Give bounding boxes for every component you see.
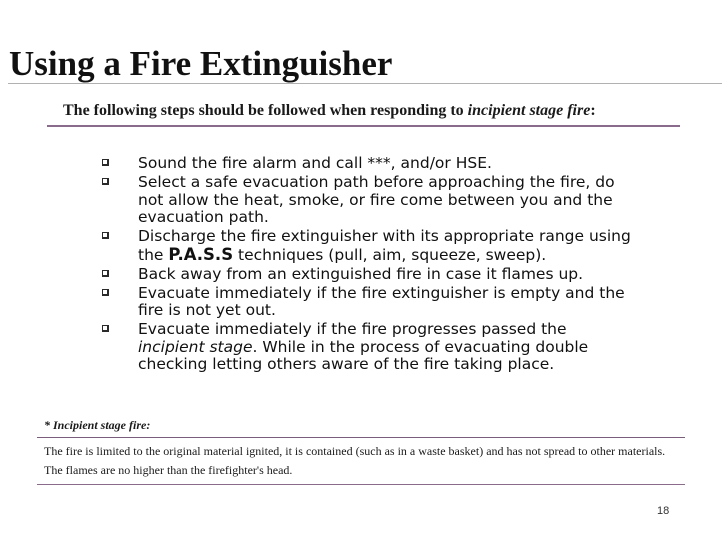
page-number: 18 [657, 505, 670, 517]
step-text: Back away from an extinguished fire in case it flames up. [138, 264, 584, 283]
step-item [100, 228, 635, 264]
subtitle-lead: The following steps should be followed when responding to [63, 102, 468, 119]
square-bullet-icon [102, 270, 109, 277]
footnote-top-divider [37, 437, 685, 438]
step-text: Evacuate immediately if the fire extinguisher is empty and the fire is not yet out. [138, 283, 625, 319]
step-text-post: . While in the process of evacuating double checking letting others aware of the fire taking place. [138, 337, 589, 373]
incipient-stage-emphasis: incipient stage [138, 337, 253, 356]
subtitle-divider [47, 125, 680, 127]
square-bullet-icon [102, 289, 109, 296]
step-text-post: techniques (pull, aim, squeeze, sweep). [233, 245, 547, 264]
step-item [100, 155, 635, 173]
footnote-label: * Incipient stage fire: [44, 418, 151, 432]
steps-list [100, 155, 635, 375]
step-text: Select a safe evacuation path before approaching the fire, do not allow the heat, smoke, or fire come between you and the evacuation path. [138, 173, 615, 226]
footnote-body: The fire is limited to the original material ignited, it is contained (such as in a waste basket) and has not spread to other materials. The flames are no higher than the firefighter's head. [44, 444, 666, 477]
footnote-bottom-divider [37, 484, 685, 485]
title-divider [8, 83, 722, 84]
square-bullet-icon [102, 178, 109, 185]
step-text-pre: Evacuate immediately if the fire progresses passed the [138, 320, 567, 338]
square-bullet-icon [102, 232, 109, 239]
subtitle-tail: : [590, 102, 596, 119]
square-bullet-icon [102, 325, 109, 332]
subtitle-emphasis: incipient stage fire [467, 102, 591, 119]
step-item [100, 321, 635, 374]
step-text: Sound the fire alarm and call ***, and/or HSE. [138, 154, 492, 172]
square-bullet-icon [102, 159, 109, 166]
pass-acronym: P.A.S.S [168, 244, 234, 264]
slide-title: Using a Fire Extinguisher [9, 44, 393, 83]
slide-subtitle [63, 101, 596, 121]
step-item [100, 285, 635, 320]
step-text-pre: Discharge the fire extinguisher with its appropriate range using the [138, 227, 631, 264]
step-item [100, 174, 635, 227]
step-item [100, 266, 635, 284]
